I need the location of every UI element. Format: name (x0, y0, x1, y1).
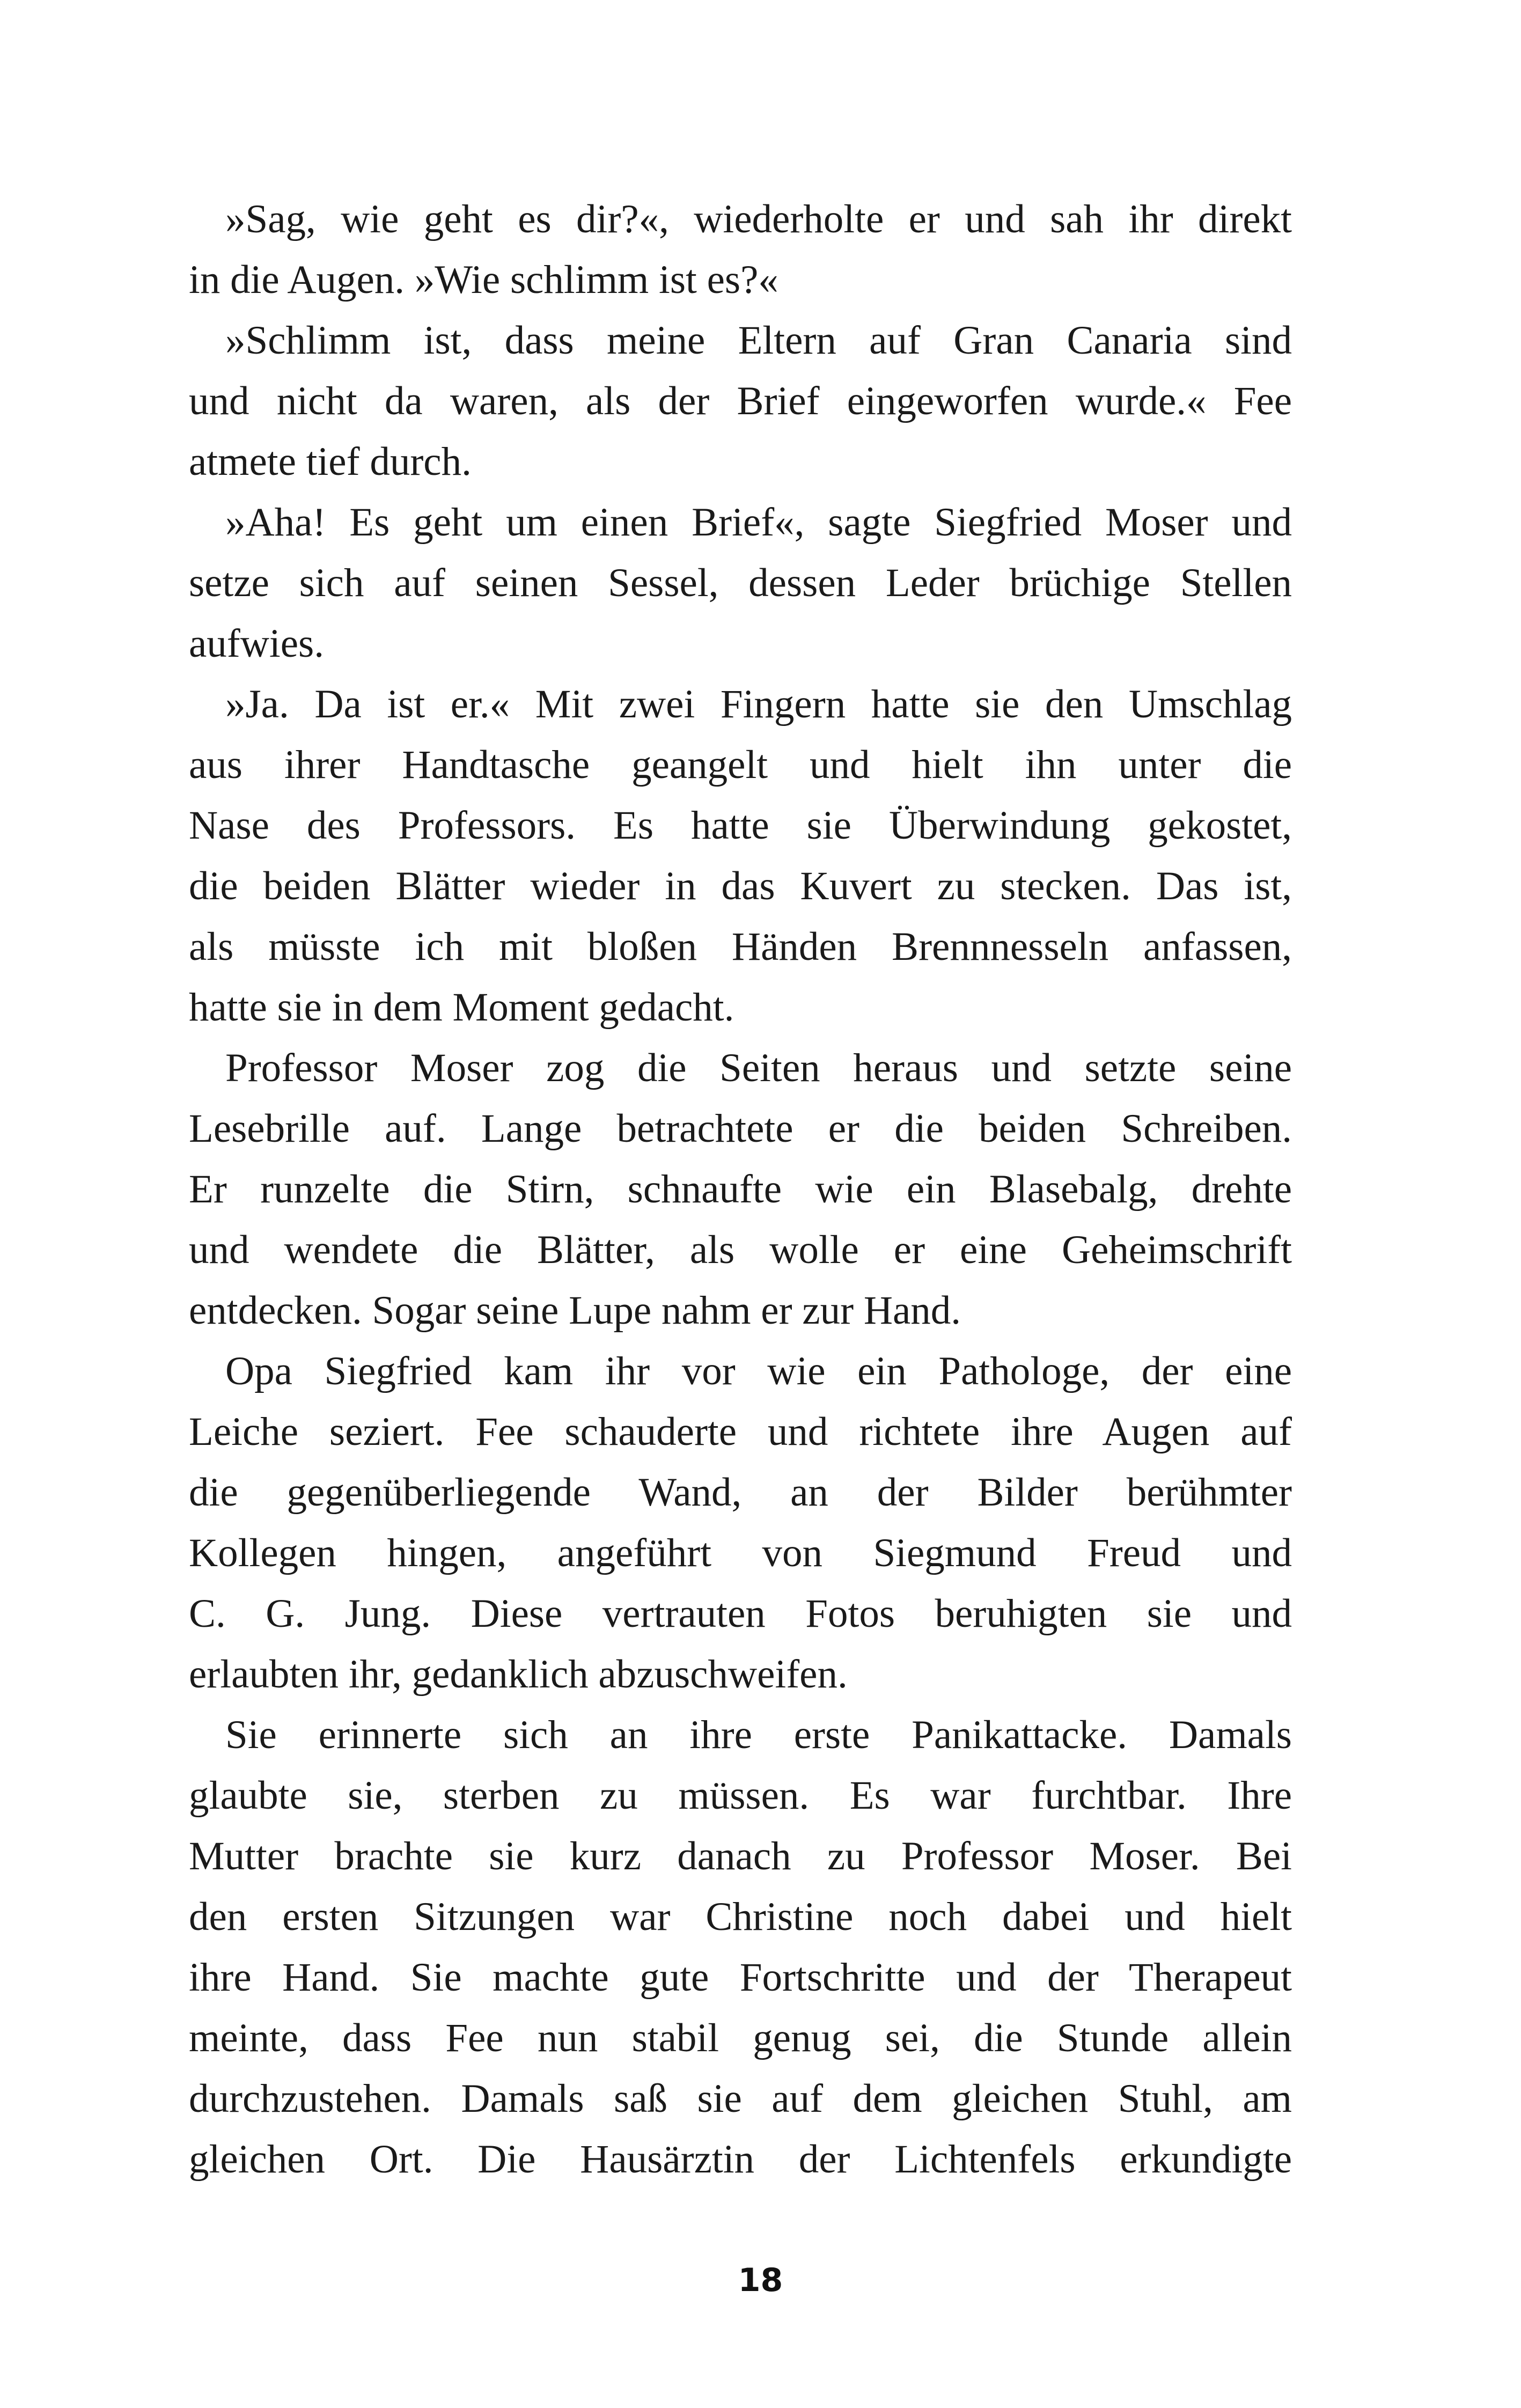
body-text (189, 189, 1292, 2190)
text-line: Kollegen hingen, angeführt von Siegmund Freud und (189, 1531, 1292, 1575)
text-line: »Ja. Da ist er.« Mit zwei Fingern hatte sie den Umschlag (225, 682, 1292, 726)
text-line: hatte sie in dem Moment gedacht. (189, 985, 734, 1030)
text-line: gleichen Ort. Die Hausärztin der Lichtenfels erkundigte (189, 2137, 1292, 2182)
text-line: atmete tief durch. (189, 439, 472, 484)
text-line: in die Augen. »Wie schlimm ist es?« (189, 258, 778, 302)
text-line: den ersten Sitzungen war Christine noch dabei und hielt (189, 1895, 1292, 1939)
text-line: Lesebrille auf. Lange betrachtete er die beiden Schreiben. (189, 1106, 1292, 1151)
text-line: Er runzelte die Stirn, schnaufte wie ein Blasebalg, drehte (189, 1167, 1292, 1212)
text-line: aufwies. (189, 621, 324, 666)
page-number: 18 (738, 2262, 783, 2299)
text-line: die beiden Blätter wieder in das Kuvert zu stecken. Das ist, (189, 864, 1292, 908)
text-line: durchzustehen. Damals saß sie auf dem gleichen Stuhl, am (189, 2076, 1292, 2121)
text-line: entdecken. Sogar seine Lupe nahm er zur Hand. (189, 1288, 961, 1333)
text-line: Sie erinnerte sich an ihre erste Panikattacke. Damals (225, 1713, 1292, 1757)
text-line: erlaubten ihr, gedanklich abzuschweifen. (189, 1652, 848, 1697)
text-line: Opa Siegfried kam ihr vor wie ein Pathologe, der eine (225, 1349, 1292, 1393)
text-line: Mutter brachte sie kurz danach zu Professor Moser. Bei (189, 1834, 1292, 1878)
text-line: »Aha! Es geht um einen Brief«, sagte Siegfried Moser und (225, 500, 1292, 545)
text-line: »Schlimm ist, dass meine Eltern auf Gran Canaria sind (225, 318, 1292, 363)
text-line: Professor Moser zog die Seiten heraus und setzte seine (225, 1046, 1292, 1090)
text-line: Nase des Professors. Es hatte sie Überwindung gekostet, (189, 803, 1292, 848)
text-line: aus ihrer Handtasche geangelt und hielt ihn unter die (189, 743, 1292, 787)
text-line: ihre Hand. Sie machte gute Fortschritte und der Therapeut (189, 1955, 1292, 2000)
text-line: und nicht da waren, als der Brief eingeworfen wurde.« Fee (189, 379, 1292, 423)
text-line: meinte, dass Fee nun stabil genug sei, die Stunde allein (189, 2016, 1292, 2060)
text-line: C. G. Jung. Diese vertrauten Fotos beruhigten sie und (189, 1591, 1292, 1636)
text-line: setze sich auf seinen Sessel, dessen Leder brüchige Stellen (189, 561, 1292, 605)
text-line: und wendete die Blätter, als wolle er eine Geheimschrift (189, 1228, 1292, 1272)
text-line: als müsste ich mit bloßen Händen Brennnesseln anfassen, (189, 924, 1292, 969)
text-line: Leiche seziert. Fee schauderte und richtete ihre Augen auf (189, 1409, 1292, 1454)
text-line: »Sag, wie geht es dir?«, wiederholte er und sah ihr direkt (225, 197, 1292, 241)
text-line: glaubte sie, sterben zu müssen. Es war furchtbar. Ihre (189, 1773, 1292, 1818)
text-line: die gegenüberliegende Wand, an der Bilder berühmter (189, 1470, 1292, 1515)
